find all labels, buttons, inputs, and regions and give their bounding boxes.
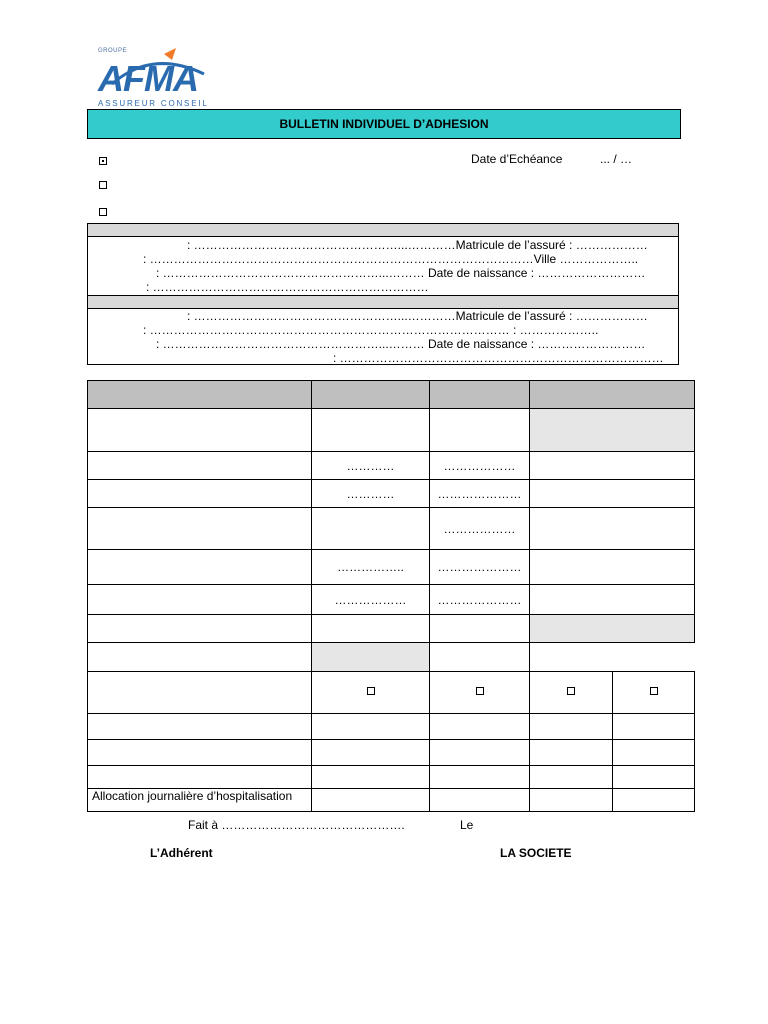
table-cell-shaded — [312, 643, 430, 672]
table-cell — [88, 672, 312, 714]
table-row — [88, 550, 695, 585]
table-cell — [430, 672, 530, 714]
table-header-row — [88, 381, 695, 409]
dotted-field[interactable]: …………….. — [312, 550, 430, 585]
dotted-field[interactable]: ……………… — [430, 452, 530, 480]
table-cell — [530, 672, 613, 714]
dotted-field[interactable]: ………… — [312, 452, 430, 480]
dotted-field[interactable]: ………………… — [430, 585, 530, 615]
option-checkbox-1[interactable] — [99, 157, 107, 165]
table-cell — [430, 643, 530, 672]
insured-info-section — [87, 223, 679, 365]
logo-group-label: GROUPE — [98, 48, 128, 54]
option-checkbox[interactable] — [367, 687, 375, 695]
assure-header-band — [88, 224, 678, 237]
option-checkbox[interactable] — [567, 687, 575, 695]
table-row — [88, 480, 695, 508]
table-row — [88, 672, 695, 714]
table-cell — [312, 672, 430, 714]
conjoint-line-1[interactable]: : ……………………………………………...…………Matricule de l’assuré : ……………… — [187, 309, 648, 323]
option-checkbox-3[interactable] — [99, 208, 107, 216]
dotted-field[interactable]: ………… — [312, 480, 430, 508]
table-cell — [88, 409, 312, 452]
assure-line-4[interactable]: : …………………………………………………………… — [146, 280, 429, 294]
dotted-field[interactable]: ……………… — [430, 508, 530, 550]
table-cell — [88, 643, 312, 672]
table-cell — [530, 585, 695, 615]
table-row — [88, 508, 695, 550]
table-cell — [530, 643, 695, 672]
table-row — [88, 585, 695, 615]
header-cell — [530, 381, 695, 409]
table-cell — [530, 508, 695, 550]
table-cell — [88, 615, 312, 643]
table-cell — [613, 672, 695, 714]
echeance-label: Date d’Echéance — [471, 152, 563, 166]
table-cell-shaded — [530, 615, 695, 643]
table-cell — [88, 452, 312, 480]
coverage-table — [87, 380, 695, 812]
table-cell — [530, 480, 695, 508]
conjoint-header-band — [88, 295, 678, 309]
table-cell — [430, 409, 530, 452]
assure-line-3[interactable]: : ………………………………………………...……… Date de naissance : ……………………… — [156, 266, 646, 280]
conjoint-line-4[interactable]: : ……………………………………………………………………… — [333, 351, 664, 365]
table-row — [88, 766, 695, 789]
table-cell — [312, 508, 430, 550]
table-row — [88, 740, 695, 766]
logo-name: AFMA — [98, 58, 198, 99]
header-cell — [312, 381, 430, 409]
table-cell — [530, 550, 695, 585]
table-row — [88, 452, 695, 480]
societe-signature-label: LA SOCIETE — [500, 846, 572, 860]
logo-tagline: ASSUREUR CONSEIL — [98, 99, 209, 108]
table-cell — [430, 615, 530, 643]
row-label: Allocation journalière d’hospitalisation — [88, 789, 312, 812]
assure-line-1[interactable]: : ……………………………………………...…………Matricule de l’assuré : ……………… — [187, 238, 648, 252]
conjoint-line-2[interactable]: : ……………………………………………………………………………… : ……………….. — [143, 323, 599, 337]
form-title: BULLETIN INDIVIDUEL D’ADHESION — [87, 109, 681, 139]
table-cell — [88, 508, 312, 550]
table-cell — [530, 452, 695, 480]
date-label: Le — [460, 818, 474, 832]
table-row — [88, 789, 695, 812]
assure-line-2[interactable]: : ……………………………………………………………………………………Ville ……………….. — [143, 252, 639, 266]
table-row — [88, 615, 695, 643]
afma-logo — [92, 44, 216, 110]
table-cell-shaded — [530, 409, 695, 452]
table-cell — [312, 615, 430, 643]
fait-a-field[interactable]: Fait à ………………………………………. — [188, 818, 405, 832]
header-cell — [88, 381, 312, 409]
option-checkbox[interactable] — [650, 687, 658, 695]
table-cell — [88, 480, 312, 508]
table-cell — [88, 585, 312, 615]
dotted-field[interactable]: ……………… — [312, 585, 430, 615]
echeance-value[interactable]: ... / … — [600, 152, 633, 166]
conjoint-line-3[interactable]: : ………………………………………………...……… Date de naissance : ……………………… — [156, 337, 646, 351]
dotted-field[interactable]: ………………… — [430, 480, 530, 508]
table-row — [88, 409, 695, 452]
table-row — [88, 714, 695, 740]
table-cell — [88, 550, 312, 585]
option-checkbox-2[interactable] — [99, 181, 107, 189]
table-cell — [312, 409, 430, 452]
header-cell — [430, 381, 530, 409]
dotted-field[interactable]: ………………… — [430, 550, 530, 585]
table-row — [88, 643, 695, 672]
option-checkbox[interactable] — [476, 687, 484, 695]
adherent-signature-label: L’Adhérent — [150, 846, 213, 860]
